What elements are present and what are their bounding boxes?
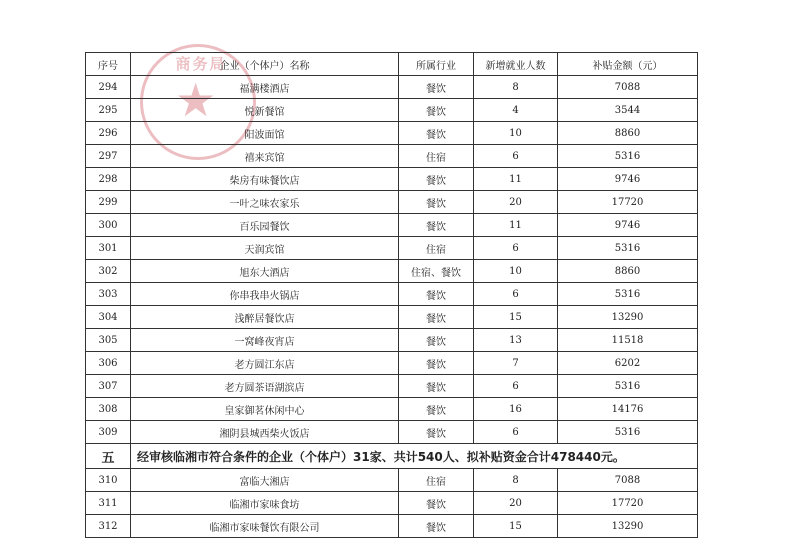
header-name: 企业（个体户）名称 bbox=[131, 53, 399, 76]
cell-jobs: 6 bbox=[474, 421, 558, 444]
cell-seq: 300 bbox=[86, 214, 131, 237]
cell-amount: 13290 bbox=[558, 306, 698, 329]
cell-name: 富临大湘店 bbox=[131, 469, 399, 492]
cell-jobs: 16 bbox=[474, 398, 558, 421]
section-number: 五 bbox=[86, 444, 131, 469]
cell-seq: 308 bbox=[86, 398, 131, 421]
cell-name: 一叶之味农家乐 bbox=[131, 191, 399, 214]
cell-seq: 298 bbox=[86, 168, 131, 191]
cell-industry: 餐饮 bbox=[399, 214, 474, 237]
cell-name: 一窝峰夜宵店 bbox=[131, 329, 399, 352]
cell-name: 禧来宾馆 bbox=[131, 145, 399, 168]
cell-jobs: 11 bbox=[474, 168, 558, 191]
cell-seq: 307 bbox=[86, 375, 131, 398]
table-row bbox=[86, 492, 698, 515]
table-row bbox=[86, 168, 698, 191]
table-row bbox=[86, 306, 698, 329]
cell-name: 老方圆江东店 bbox=[131, 352, 399, 375]
cell-seq: 303 bbox=[86, 283, 131, 306]
table-row bbox=[86, 260, 698, 283]
cell-jobs: 6 bbox=[474, 283, 558, 306]
cell-industry: 餐饮 bbox=[399, 283, 474, 306]
cell-name: 天润宾馆 bbox=[131, 237, 399, 260]
table-row bbox=[86, 145, 698, 168]
cell-seq: 301 bbox=[86, 237, 131, 260]
cell-seq: 309 bbox=[86, 421, 131, 444]
cell-jobs: 20 bbox=[474, 191, 558, 214]
cell-industry: 餐饮 bbox=[399, 352, 474, 375]
table-row bbox=[86, 191, 698, 214]
cell-jobs: 10 bbox=[474, 260, 558, 283]
cell-jobs: 13 bbox=[474, 329, 558, 352]
cell-amount: 9746 bbox=[558, 214, 698, 237]
cell-amount: 5316 bbox=[558, 145, 698, 168]
cell-jobs: 6 bbox=[474, 237, 558, 260]
cell-name: 旭东大酒店 bbox=[131, 260, 399, 283]
cell-industry: 住宿、餐饮 bbox=[399, 260, 474, 283]
cell-seq: 294 bbox=[86, 76, 131, 99]
cell-amount: 8860 bbox=[558, 122, 698, 145]
cell-name: 你串我串火锅店 bbox=[131, 283, 399, 306]
cell-jobs: 15 bbox=[474, 515, 558, 538]
cell-industry: 住宿 bbox=[399, 145, 474, 168]
cell-jobs: 6 bbox=[474, 375, 558, 398]
cell-amount: 13290 bbox=[558, 515, 698, 538]
cell-industry: 餐饮 bbox=[399, 492, 474, 515]
cell-jobs: 8 bbox=[474, 469, 558, 492]
cell-name: 福满楼酒店 bbox=[131, 76, 399, 99]
seal-text: 商务局 bbox=[175, 55, 227, 73]
table-row bbox=[86, 237, 698, 260]
cell-seq: 305 bbox=[86, 329, 131, 352]
cell-name: 柴房有味餐饮店 bbox=[131, 168, 399, 191]
cell-industry: 餐饮 bbox=[399, 329, 474, 352]
cell-amount: 5316 bbox=[558, 283, 698, 306]
cell-jobs: 8 bbox=[474, 76, 558, 99]
cell-amount: 7088 bbox=[558, 469, 698, 492]
table-row bbox=[86, 99, 698, 122]
cell-jobs: 6 bbox=[474, 145, 558, 168]
subsidy-table bbox=[85, 52, 698, 538]
cell-name: 浅醉居餐饮店 bbox=[131, 306, 399, 329]
cell-seq: 297 bbox=[86, 145, 131, 168]
section-summary-row bbox=[86, 444, 698, 469]
table-body bbox=[86, 73, 698, 538]
cell-seq: 299 bbox=[86, 191, 131, 214]
cell-jobs: 4 bbox=[474, 99, 558, 122]
cell-industry: 餐饮 bbox=[399, 168, 474, 191]
cell-amount: 8860 bbox=[558, 260, 698, 283]
cell-amount: 5316 bbox=[558, 237, 698, 260]
table-row bbox=[86, 375, 698, 398]
cell-seq: 310 bbox=[86, 469, 131, 492]
cell-seq: 296 bbox=[86, 122, 131, 145]
cell-name: 临湘市家味餐饮有限公司 bbox=[131, 515, 399, 538]
table-row bbox=[86, 283, 698, 306]
header-subsidy: 补贴金额（元） bbox=[558, 53, 698, 76]
cell-industry: 住宿 bbox=[399, 237, 474, 260]
cell-name: 百乐园餐饮 bbox=[131, 214, 399, 237]
cell-amount: 3544 bbox=[558, 99, 698, 122]
cell-industry: 餐饮 bbox=[399, 191, 474, 214]
cell-jobs: 10 bbox=[474, 122, 558, 145]
cell-name: 悦新餐馆 bbox=[131, 99, 399, 122]
table-row bbox=[86, 122, 698, 145]
table-row bbox=[86, 421, 698, 444]
cell-industry: 餐饮 bbox=[399, 99, 474, 122]
cell-industry: 餐饮 bbox=[399, 306, 474, 329]
cell-jobs: 15 bbox=[474, 306, 558, 329]
cell-industry: 餐饮 bbox=[399, 421, 474, 444]
table-row bbox=[86, 398, 698, 421]
cell-amount: 5316 bbox=[558, 421, 698, 444]
cell-industry: 餐饮 bbox=[399, 398, 474, 421]
cell-seq: 306 bbox=[86, 352, 131, 375]
cell-name: 临湘市家味食坊 bbox=[131, 492, 399, 515]
cell-jobs: 20 bbox=[474, 492, 558, 515]
cell-name: 湘阴县城西柴火饭店 bbox=[131, 421, 399, 444]
table-row bbox=[86, 352, 698, 375]
table-row bbox=[86, 515, 698, 538]
table-row bbox=[86, 469, 698, 492]
cell-industry: 餐饮 bbox=[399, 76, 474, 99]
cell-amount: 9746 bbox=[558, 168, 698, 191]
seal-star-icon: ★ bbox=[175, 73, 217, 127]
cell-seq: 311 bbox=[86, 492, 131, 515]
header-new-jobs: 新增就业人数 bbox=[474, 53, 558, 76]
cell-name: 老方圆茶语湖滨店 bbox=[131, 375, 399, 398]
cell-amount: 5316 bbox=[558, 375, 698, 398]
table-row bbox=[86, 214, 698, 237]
cell-seq: 312 bbox=[86, 515, 131, 538]
cell-seq: 304 bbox=[86, 306, 131, 329]
section-summary-text: 经审核临湘市符合条件的企业（个体户）31家、共计540人、拟补贴资金合计478440元。 bbox=[131, 444, 698, 469]
cell-name: 阳波面馆 bbox=[131, 122, 399, 145]
table-row bbox=[86, 76, 698, 99]
cell-amount: 14176 bbox=[558, 398, 698, 421]
cell-jobs: 11 bbox=[474, 214, 558, 237]
cell-amount: 17720 bbox=[558, 492, 698, 515]
cell-industry: 餐饮 bbox=[399, 122, 474, 145]
cell-industry: 住宿 bbox=[399, 469, 474, 492]
cell-seq: 295 bbox=[86, 99, 131, 122]
cell-amount: 17720 bbox=[558, 191, 698, 214]
table-row bbox=[86, 329, 698, 352]
cell-name: 皇家御茗休闲中心 bbox=[131, 398, 399, 421]
cell-amount: 6202 bbox=[558, 352, 698, 375]
cell-jobs: 7 bbox=[474, 352, 558, 375]
cell-amount: 11518 bbox=[558, 329, 698, 352]
header-industry: 所属行业 bbox=[399, 53, 474, 76]
cell-industry: 餐饮 bbox=[399, 375, 474, 398]
header-seq: 序号 bbox=[86, 53, 131, 76]
table-header-row bbox=[86, 53, 698, 76]
cell-amount: 7088 bbox=[558, 76, 698, 99]
cell-seq: 302 bbox=[86, 260, 131, 283]
cell-industry: 餐饮 bbox=[399, 515, 474, 538]
